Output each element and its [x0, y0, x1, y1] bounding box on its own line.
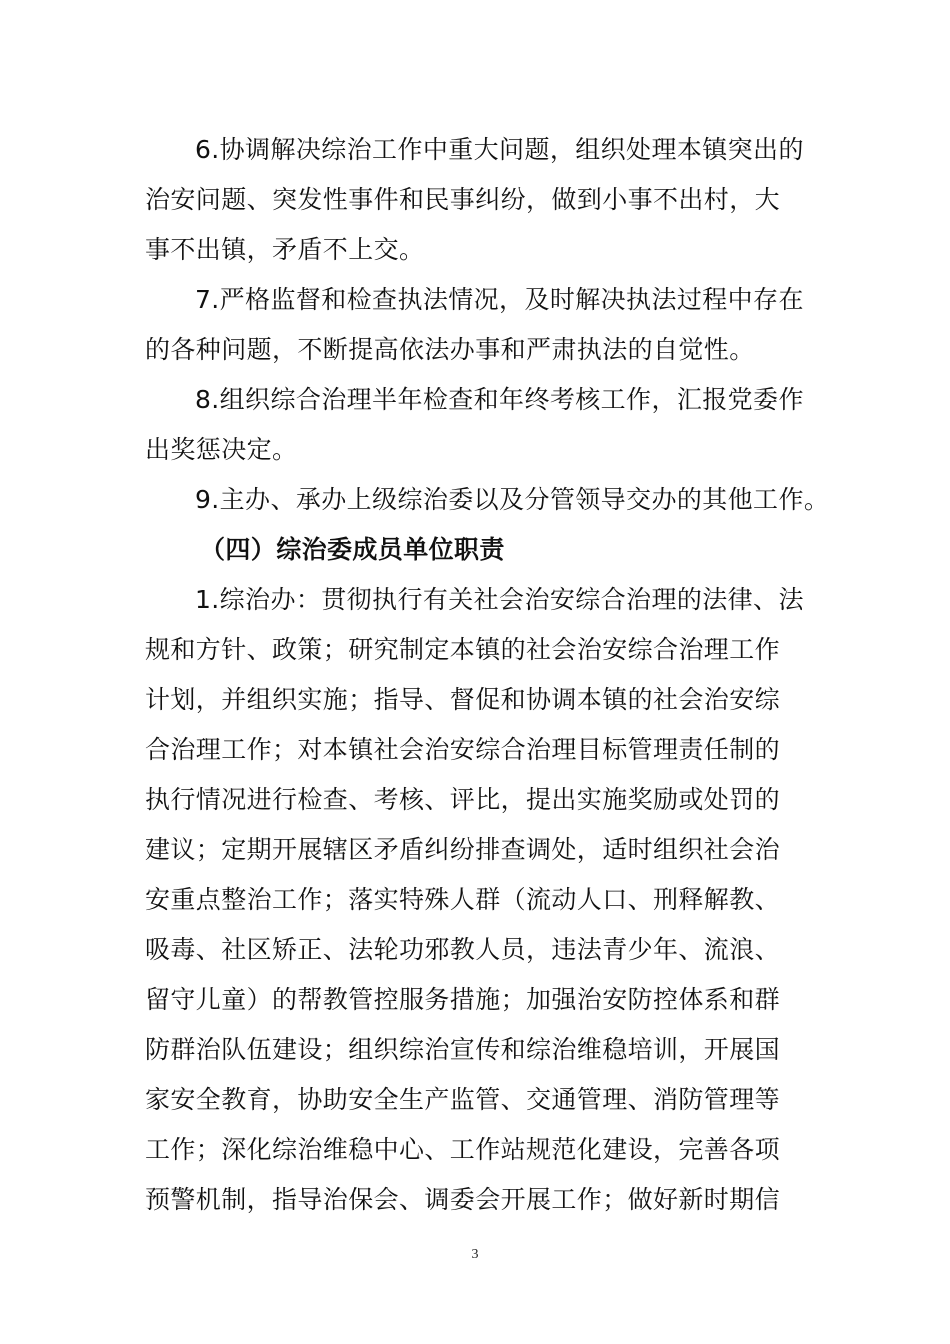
paragraph-7-line-1: 7.严格监督和检查执法情况，及时解决执法过程中存在 — [195, 285, 804, 314]
paragraph-6-line-3: 事不出镇，矛盾不上交。 — [145, 235, 425, 264]
paragraph-1-line-12: 工作；深化综治维稳中心、工作站规范化建设，完善各项 — [145, 1135, 781, 1164]
paragraph-7-line-2: 的各种问题，不断提高依法办事和严肃执法的自觉性。 — [145, 335, 755, 364]
paragraph-1-line-9: 留守儿童）的帮教管控服务措施；加强治安防控体系和群 — [145, 985, 781, 1014]
paragraph-1-line-1: 1.综治办：贯彻执行有关社会治安综合治理的法律、法 — [195, 585, 804, 614]
paragraph-1-line-2: 规和方针、政策；研究制定本镇的社会治安综合治理工作 — [145, 635, 781, 664]
paragraph-1-line-7: 安重点整治工作；落实特殊人群（流动人口、刑释解教、 — [145, 885, 781, 914]
paragraph-1-line-6: 建议；定期开展辖区矛盾纠纷排查调处，适时组织社会治 — [145, 835, 781, 864]
paragraph-1-line-8: 吸毒、社区矫正、法轮功邪教人员，违法青少年、流浪、 — [145, 935, 781, 964]
paragraph-1-line-13: 预警机制，指导治保会、调委会开展工作；做好新时期信 — [145, 1185, 781, 1214]
paragraph-1-line-11: 家安全教育，协助安全生产监管、交通管理、消防管理等 — [145, 1085, 781, 1114]
paragraph-6-line-2: 治安问题、突发性事件和民事纠纷，做到小事不出村，大 — [145, 185, 781, 214]
paragraph-9-line-1: 9.主办、承办上级综治委以及分管领导交办的其他工作。 — [195, 485, 830, 514]
paragraph-6-line-1: 6.协调解决综治工作中重大问题，组织处理本镇突出的 — [195, 135, 804, 164]
paragraph-1-line-4: 合治理工作；对本镇社会治安综合治理目标管理责任制的 — [145, 735, 781, 764]
paragraph-1-line-3: 计划，并组织实施；指导、督促和协调本镇的社会治安综 — [145, 685, 781, 714]
page-number: 3 — [471, 1247, 479, 1262]
paragraph-8-line-1: 8.组织综合治理半年检查和年终考核工作，汇报党委作 — [195, 385, 804, 414]
section-heading: （四）综治委成员单位职责 — [200, 535, 505, 564]
paragraph-1-line-10: 防群治队伍建设；组织综治宣传和综治维稳培训，开展国 — [145, 1035, 781, 1064]
paragraph-1-line-5: 执行情况进行检查、考核、评比，提出实施奖励或处罚的 — [145, 785, 781, 814]
paragraph-8-line-2: 出奖惩决定。 — [145, 435, 298, 464]
